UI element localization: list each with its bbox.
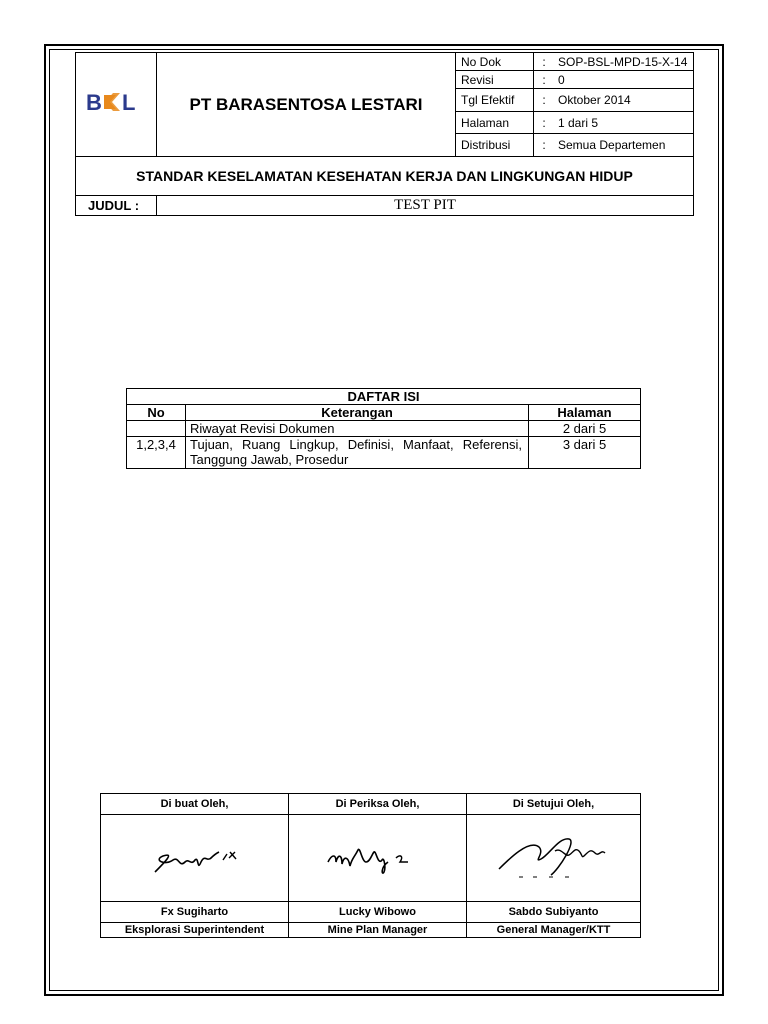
judul-value: TEST PIT (157, 196, 694, 216)
toc-col-no: No (127, 405, 186, 421)
table-row (127, 437, 641, 469)
toc-row-no (127, 421, 186, 437)
svg-text:B: B (86, 90, 102, 115)
signature-icon (135, 832, 255, 882)
meta-sep: : (534, 112, 555, 134)
meta-value-revisi: 0 (554, 71, 694, 89)
company-logo (76, 53, 157, 157)
meta-sep: : (534, 53, 555, 71)
svg-text:L: L (122, 90, 136, 115)
toc-row-halaman: 3 dari 5 (529, 437, 641, 469)
signature-table (100, 793, 641, 938)
meta-label-distribusi: Distribusi (456, 134, 534, 157)
meta-value-halaman: 1 dari 5 (554, 112, 694, 134)
toc-row-halaman: 2 dari 5 (529, 421, 641, 437)
toc-row-no: 1,2,3,4 (127, 437, 186, 469)
meta-value-no-dok: SOP-BSL-MPD-15-X-14 (554, 53, 694, 71)
meta-value-distribusi: Semua Departemen (554, 134, 694, 157)
toc-row-keterangan: Tujuan, Ruang Lingkup, Definisi, Manfaat, Referensi, Tanggung Jawab, Prosedur (186, 437, 529, 469)
signature-icon (489, 829, 619, 884)
signature-subiyanto (467, 815, 641, 902)
sig-title-checked: Mine Plan Manager (289, 923, 467, 938)
meta-sep: : (534, 89, 555, 112)
signature-wibowo (289, 815, 467, 902)
table-row (127, 421, 641, 437)
standard-title: STANDAR KESELAMATAN KESEHATAN KERJA DAN LINGKUNGAN HIDUP (76, 157, 694, 196)
document-header (75, 52, 694, 216)
sig-name-prepared: Fx Sugiharto (101, 902, 289, 923)
signature-sugiharto (101, 815, 289, 902)
meta-label-revisi: Revisi (456, 71, 534, 89)
meta-label-tgl-efektif: Tgl Efektif (456, 89, 534, 112)
judul-label: JUDUL : (76, 196, 157, 216)
sig-header-checked: Di Periksa Oleh, (289, 794, 467, 815)
toc-col-keterangan: Keterangan (186, 405, 529, 421)
sig-title-approved: General Manager/KTT (467, 923, 641, 938)
sig-header-approved: Di Setujui Oleh, (467, 794, 641, 815)
toc-row-keterangan: Riwayat Revisi Dokumen (186, 421, 529, 437)
meta-label-no-dok: No Dok (456, 53, 534, 71)
toc-col-halaman: Halaman (529, 405, 641, 421)
sig-name-checked: Lucky Wibowo (289, 902, 467, 923)
table-of-contents (126, 388, 641, 469)
meta-sep: : (534, 71, 555, 89)
signature-icon (318, 832, 438, 882)
sig-name-approved: Sabdo Subiyanto (467, 902, 641, 923)
sig-header-prepared: Di buat Oleh, (101, 794, 289, 815)
toc-title: DAFTAR ISI (127, 389, 641, 405)
company-name: PT BARASENTOSA LESTARI (157, 53, 456, 157)
bsl-logo-icon (86, 89, 146, 115)
meta-value-tgl-efektif: Oktober 2014 (554, 89, 694, 112)
meta-label-halaman: Halaman (456, 112, 534, 134)
sig-title-prepared: Eksplorasi Superintendent (101, 923, 289, 938)
meta-sep: : (534, 134, 555, 157)
